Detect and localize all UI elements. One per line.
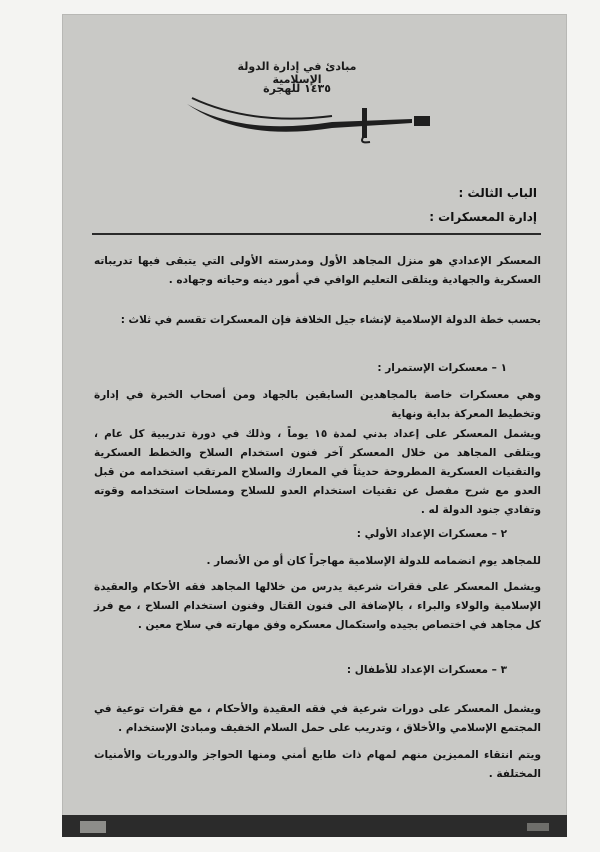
- footer-marker-left: [80, 821, 106, 833]
- section-2-paragraph-2: ويشمل المعسكر على فقرات شرعية يدرس من خلالها المجاهد فقه الأحكام والعقيدة الإسلامية والولاء والبراء ، بالإضافة الى فنون القتال وفنون استخدام السلاح ، مع فرز كل مجاهد في اختصاص بجيده واستكمال معسكره وفق مهارته في سلاح معين .: [94, 581, 541, 631]
- sword-icon: [182, 86, 432, 146]
- divider-line: [92, 233, 541, 235]
- footer-marker-right: [527, 823, 549, 831]
- section-heading-1: ١ – معسكرات الإستمرار :: [377, 362, 507, 374]
- section-3-paragraph-2: ويتم انتقاء المميزين منهم لمهام ذات طابع أمني ومنها الحواجز والدوريات والأمنيات المختلفة .: [94, 749, 541, 780]
- page-footer-bar: [62, 815, 567, 837]
- section-2-paragraph-1: للمجاهد يوم انضمامه للدولة الإسلامية مهاجراً كان أو من الأنصار .: [206, 555, 541, 567]
- section-3-paragraph-1: ويشمل المعسكر على دورات شرعية في فقه العقيدة والأحكام ، مع فقرات توعية في المجتمع الإسلامي والأخلاق ، وتدريب على حمل السلام الخفيف ومبادئ الإستخدام .: [94, 703, 541, 734]
- chapter-heading: الباب الثالث :: [458, 186, 537, 200]
- intro-paragraph-2: بحسب خطة الدولة الإسلامية لإنشاء جيل الخلافة فإن المعسكرات تقسم في ثلاث :: [120, 314, 541, 326]
- document-header-title: مبادئ في إدارة الدولة الإسلامية: [237, 60, 357, 86]
- section-heading-2: ٢ – معسكرات الإعداد الأولي :: [356, 528, 507, 540]
- document-header-year: ١٤٣٥ للهجرة: [263, 82, 331, 95]
- intro-paragraph: المعسكر الإعدادي هو منزل المجاهد الأول ومدرسته الأولى التي يتبقى فيها تدريباته العسكرية والجهادية ويتلقى التعليم الوافي في أمور دينه وحياته وجهاده .: [94, 255, 541, 286]
- section-1-paragraph-2: ويشمل المعسكر على إعداد بدني لمدة ١٥ يوماً ، وذلك في دورة تدريبية كل عام ، ويتلقى المجاهد من خلال المعسكر آخر فنون استخدام السلاح والخطط العسكرية والتقنيات العسكرية المطروحة حديثاً في المعارك والسلاح المرتقب استخدامه من قبل العدو مع شرح مفصل عن تقنيات استخدام العدو للسلاح ومسلحات استخدامه وقوته وتفادي جنود الدولة له .: [94, 428, 541, 516]
- section-1-paragraph-1: وهي معسكرات خاصة بالمجاهدين السابقين بالجهاد ومن أصحاب الخبرة في إدارة وتخطيط المعركة بداية ونهاية: [94, 389, 541, 420]
- document-page: [62, 14, 567, 837]
- section-heading-3: ٣ – معسكرات الإعداد للأطفال :: [346, 664, 507, 676]
- section-title: إدارة المعسكرات :: [429, 210, 537, 224]
